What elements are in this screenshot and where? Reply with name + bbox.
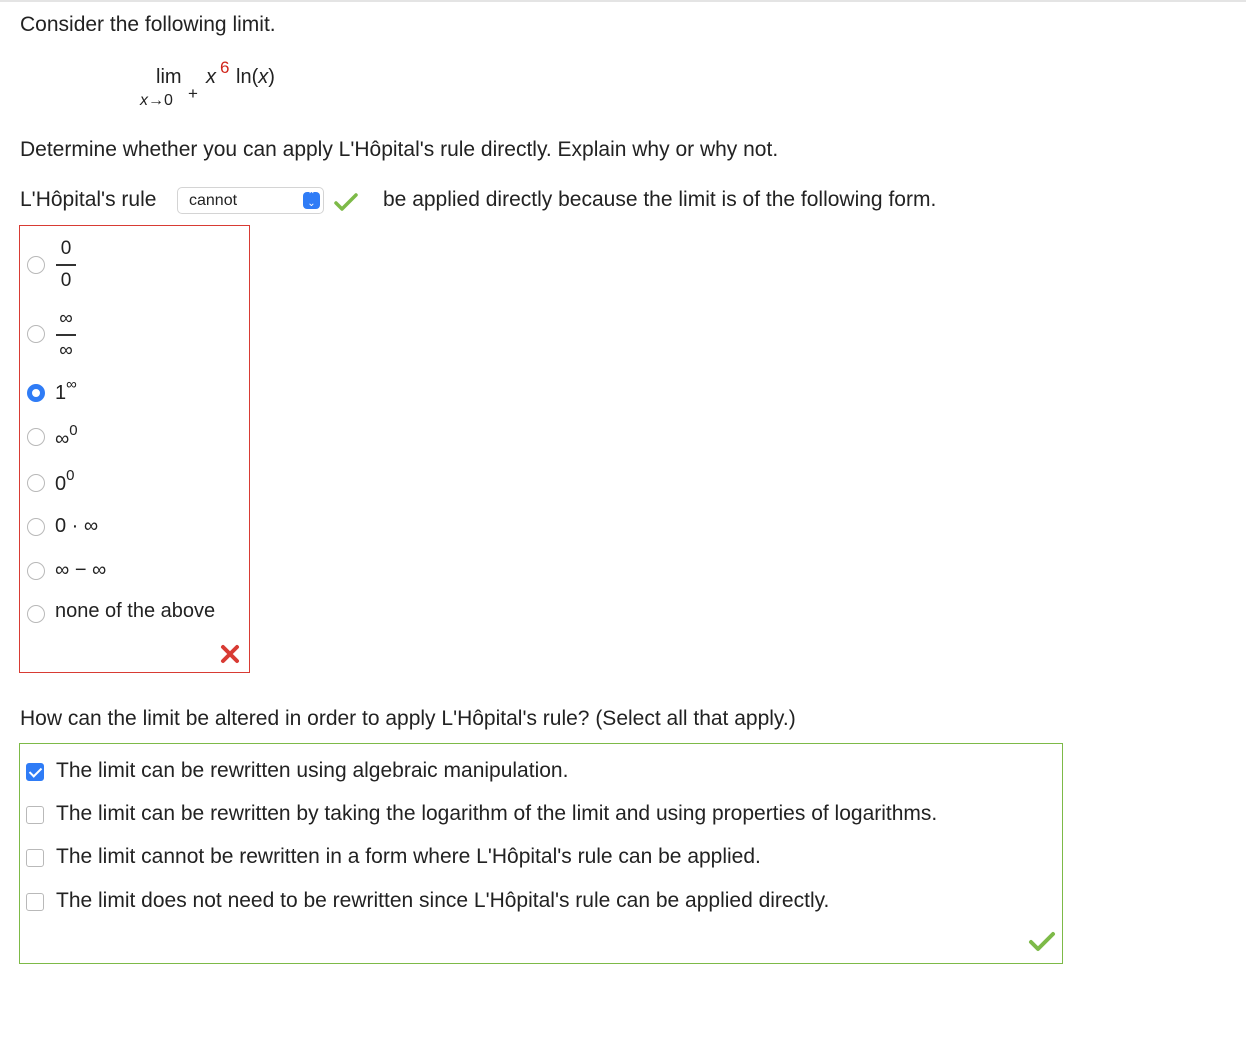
select-value: cannot	[189, 192, 238, 209]
choice-label-logarithm: The limit can be rewritten by taking the logarithm of the limit and using properties of logarithms.	[56, 802, 938, 825]
select-stepper-icon: ⌃ ⌄	[303, 192, 320, 209]
radio-inf-to-zero[interactable]	[27, 428, 45, 446]
correct-check-icon-2	[1028, 930, 1056, 952]
option-one-to-inf: 1∞	[55, 376, 77, 404]
sentence-before: L'Hôpital's rule	[20, 188, 157, 211]
limit-plus: +	[188, 84, 198, 103]
option-none-of-the-above: none of the above	[55, 600, 216, 622]
option-zero-over-zero: 0 0	[55, 238, 77, 292]
top-divider	[0, 0, 1246, 2]
limit-variable: x	[206, 66, 216, 88]
checkbox-algebraic[interactable]	[26, 763, 44, 781]
option-zero-to-zero: $0^0$	[55, 467, 75, 495]
limit-expression	[140, 58, 300, 118]
checkbox-no-need[interactable]	[26, 893, 44, 911]
checkbox-logarithm[interactable]	[26, 806, 44, 824]
radio-none-of-the-above[interactable]	[27, 605, 45, 623]
choice-label-no-need: The limit does not need to be rewritten since L'Hôpital's rule can be applied directly.	[56, 889, 830, 912]
option-inf-over-inf: ∞ ∞	[55, 308, 77, 362]
choice-label-algebraic: The limit can be rewritten using algebraic manipulation.	[56, 759, 569, 782]
radio-zero-to-zero[interactable]	[27, 474, 45, 492]
question-2: How can the limit be altered in order to apply L'Hôpital's rule? (Select all that apply.)	[20, 707, 796, 730]
choice-label-cannot-rewrite: The limit cannot be rewritten in a form where L'Hôpital's rule can be applied.	[56, 845, 761, 868]
option-inf-to-zero: ∞$^0$	[55, 422, 78, 450]
incorrect-x-icon	[219, 643, 241, 665]
limit-exponent: 6	[220, 58, 230, 77]
ln-term: ln(x)	[236, 66, 275, 88]
radio-zero-over-zero[interactable]	[27, 256, 45, 274]
radio-one-to-inf[interactable]	[27, 384, 45, 402]
lim-label: lim	[156, 66, 182, 88]
correct-check-icon	[334, 192, 358, 212]
radio-inf-over-inf[interactable]	[27, 325, 45, 343]
limit-subscript: x→0	[140, 92, 173, 109]
radio-zero-times-inf[interactable]	[27, 518, 45, 536]
question-1: Determine whether you can apply L'Hôpital's rule directly. Explain why or why not.	[20, 138, 779, 161]
intro-text: Consider the following limit.	[20, 13, 276, 36]
cannot-select[interactable]	[177, 187, 324, 214]
option-zero-times-inf: 0 · ∞	[55, 515, 99, 537]
checkbox-cannot-rewrite[interactable]	[26, 849, 44, 867]
option-inf-minus-inf: ∞ − ∞	[55, 559, 107, 581]
radio-inf-minus-inf[interactable]	[27, 562, 45, 580]
sentence-after: be applied directly because the limit is of the following form.	[383, 188, 937, 211]
